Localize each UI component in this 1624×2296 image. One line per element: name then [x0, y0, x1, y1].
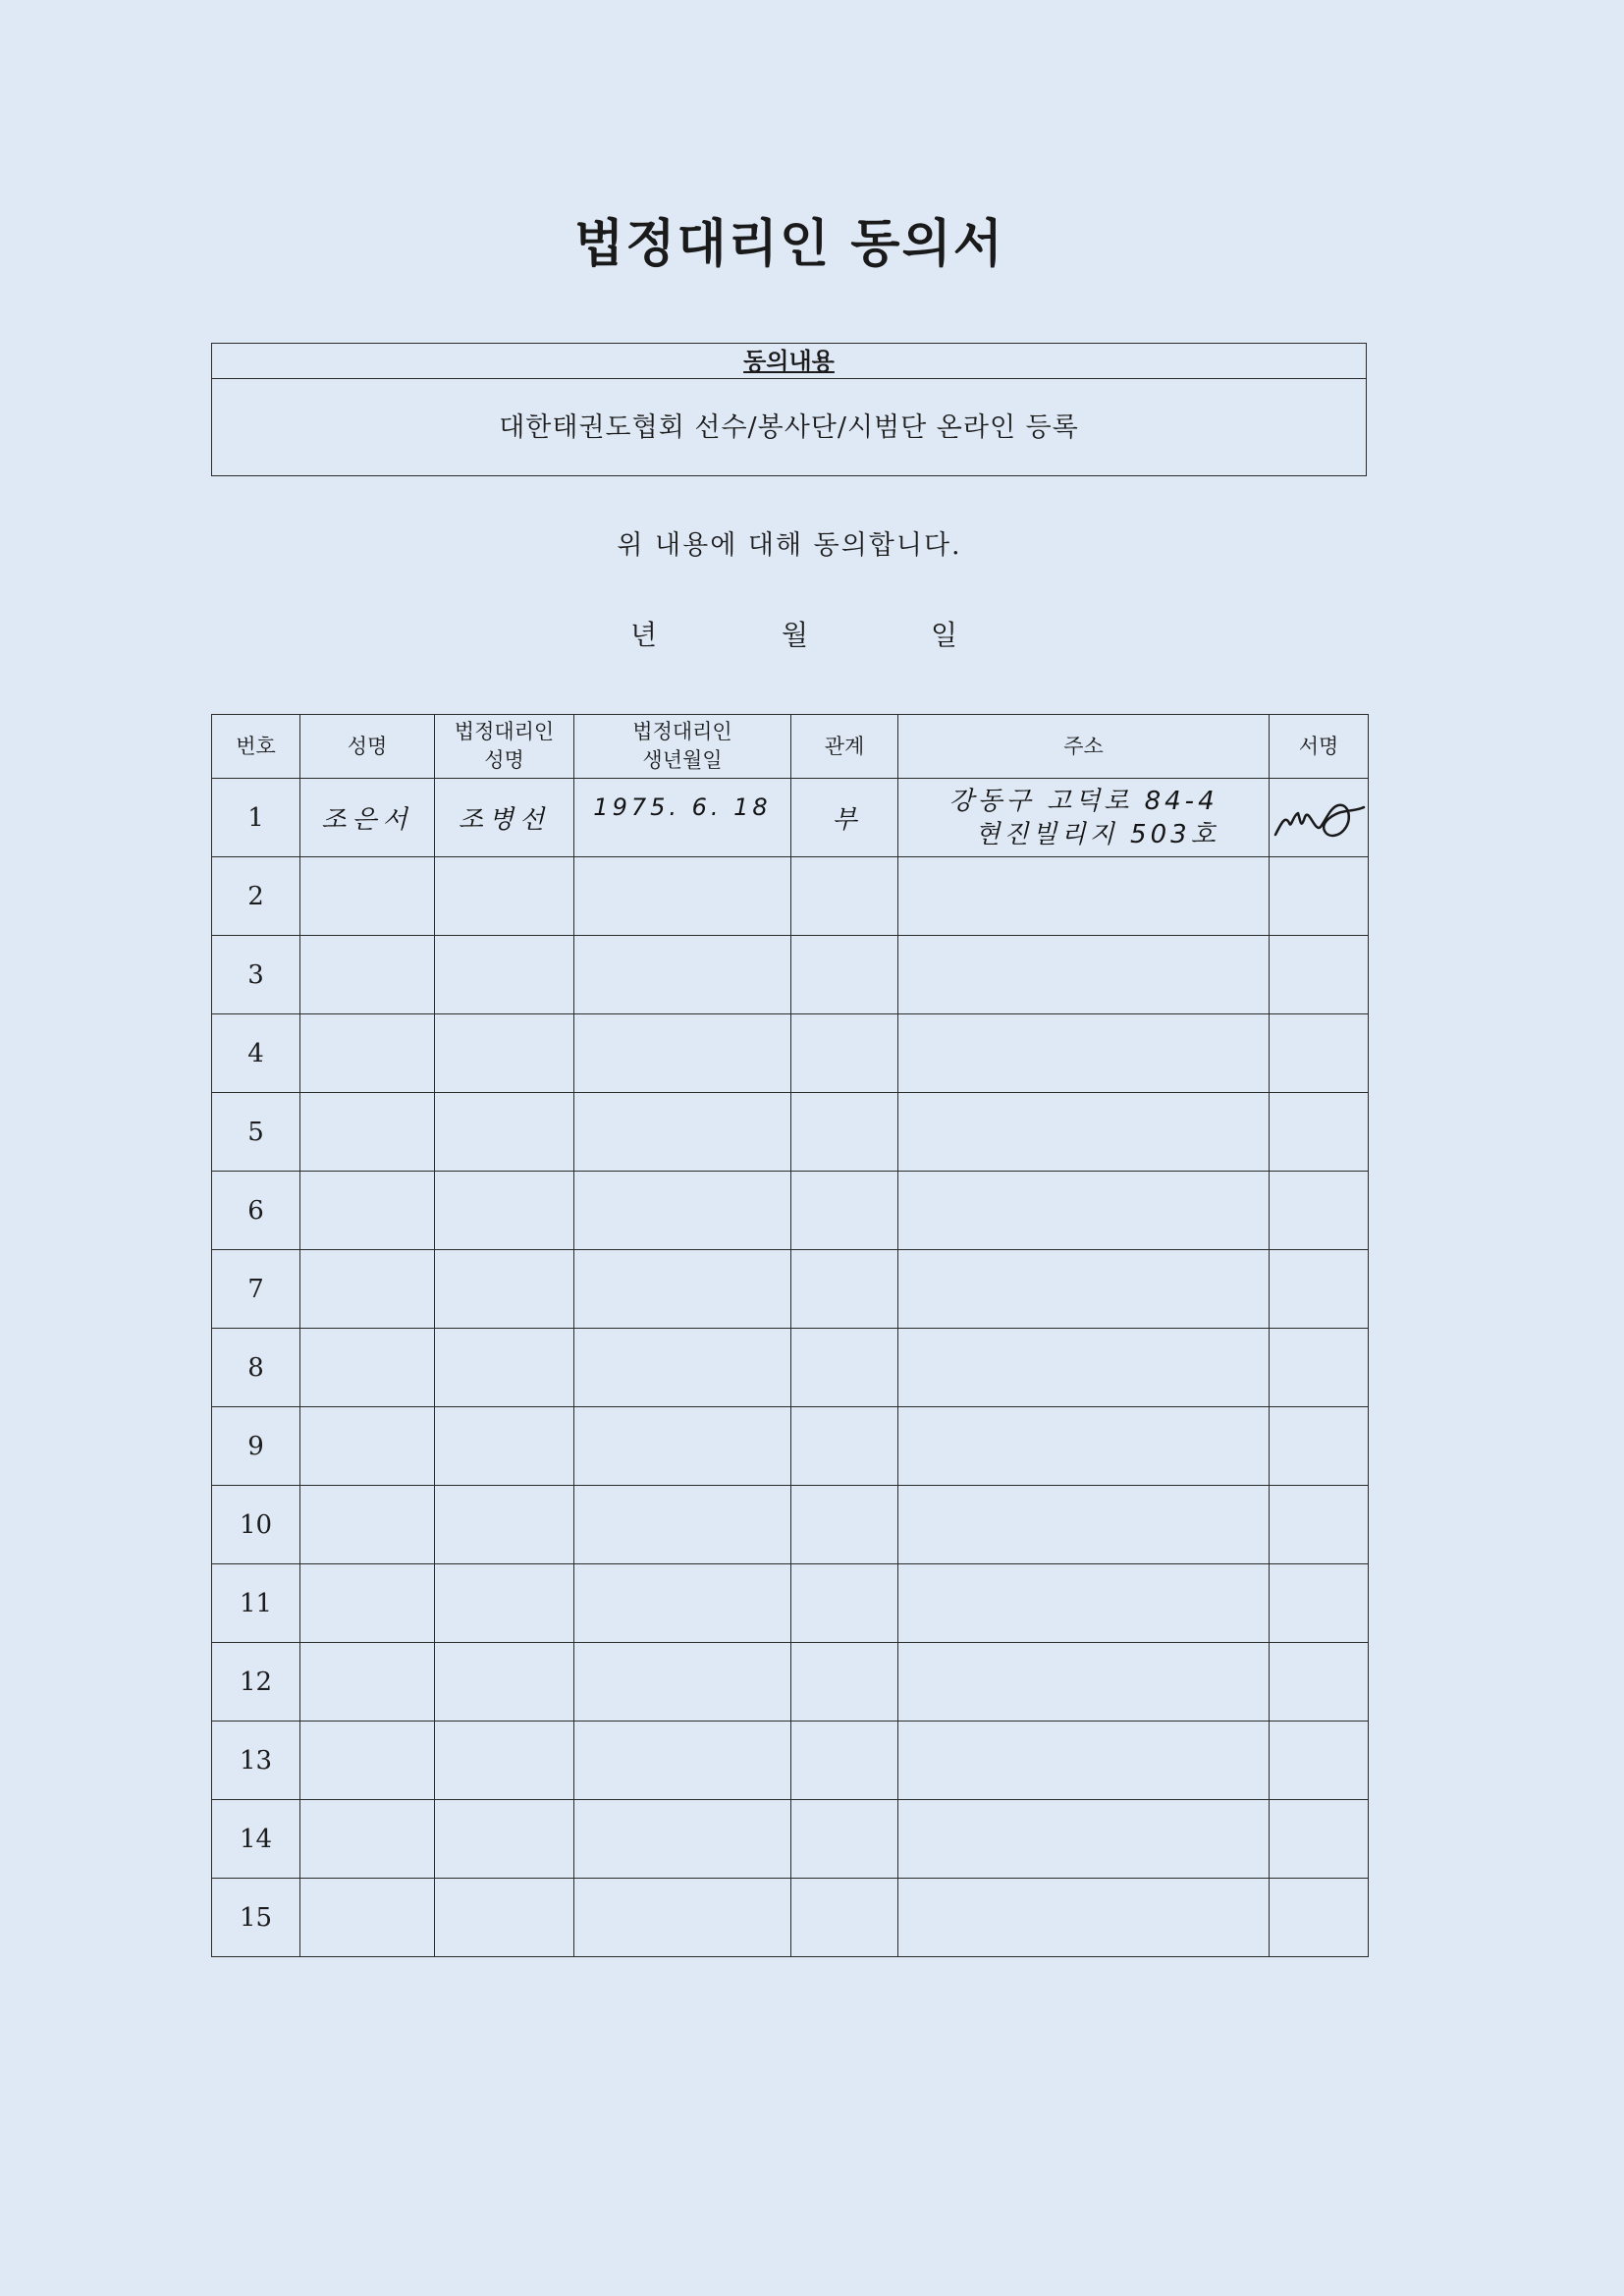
- consent-heading: 동의내용: [212, 344, 1366, 379]
- relation: [791, 1879, 898, 1957]
- address: [898, 1172, 1270, 1250]
- relation: [791, 1172, 898, 1250]
- row-number: 10: [212, 1486, 300, 1564]
- header-address: 주소: [898, 715, 1270, 779]
- guardian-birthdate: [574, 1486, 791, 1564]
- row-number: 8: [212, 1329, 300, 1407]
- guardian-birthdate: [574, 936, 791, 1014]
- address: [898, 1800, 1270, 1879]
- relation: [791, 1093, 898, 1172]
- header-rep-name-line2: 성명: [484, 748, 524, 772]
- header-no: 번호: [212, 715, 300, 779]
- guardian-name: [435, 1800, 574, 1879]
- participant-name: [300, 1329, 435, 1407]
- participant-name: [300, 1800, 435, 1879]
- signature-cell: [1270, 1250, 1369, 1329]
- relation: [791, 1014, 898, 1093]
- guardian-birthdate: [574, 857, 791, 936]
- guardian-name: [435, 1564, 574, 1643]
- row-number: 1: [212, 779, 300, 857]
- guardian-birthdate: [574, 1722, 791, 1800]
- guardian-birthdate: [574, 1014, 791, 1093]
- row-number: 3: [212, 936, 300, 1014]
- guardian-name: [435, 936, 574, 1014]
- agreement-statement: 위 내용에 대해 동의합니다.: [617, 530, 962, 561]
- address: [898, 1722, 1270, 1800]
- participant-name: [300, 1407, 435, 1486]
- guardian-birthdate: [574, 1093, 791, 1172]
- row-number: 12: [212, 1643, 300, 1722]
- address-line1: 강동구 고덕로 84-4: [948, 786, 1218, 816]
- table-row: [212, 779, 1369, 857]
- row-number: 9: [212, 1407, 300, 1486]
- relation: [791, 936, 898, 1014]
- participant-name: [300, 1722, 435, 1800]
- guardian-birthdate: [574, 1407, 791, 1486]
- header-rep-name: [435, 715, 574, 779]
- row-number: 2: [212, 857, 300, 936]
- table-row: [212, 1093, 1369, 1172]
- address: [898, 857, 1270, 936]
- table-row: [212, 1407, 1369, 1486]
- signature-cell: [1270, 1879, 1369, 1957]
- participant-name: [300, 1014, 435, 1093]
- signature-cell: [1270, 936, 1369, 1014]
- consent-content: 대한태권도협회 선수/봉사단/시범단 온라인 등록: [499, 412, 1079, 443]
- address: [898, 779, 1270, 857]
- guardian-birthdate: [574, 1879, 791, 1957]
- relation: [791, 1800, 898, 1879]
- guardian-name: [435, 1172, 574, 1250]
- table-row: [212, 1800, 1369, 1879]
- date-month-label: 월: [782, 619, 809, 651]
- table-row: [212, 1722, 1369, 1800]
- row-number: 15: [212, 1879, 300, 1957]
- participant-name: [300, 1250, 435, 1329]
- signature-cell: [1270, 1329, 1369, 1407]
- participant-name: [300, 1564, 435, 1643]
- guardian-name: [435, 857, 574, 936]
- relation: [791, 1643, 898, 1722]
- header-signature: 서명: [1270, 715, 1369, 779]
- participant-name: [300, 1172, 435, 1250]
- row-number: 7: [212, 1250, 300, 1329]
- guardian-name: [435, 1486, 574, 1564]
- participant-name: [300, 1093, 435, 1172]
- address: [898, 1643, 1270, 1722]
- date-day-label: 일: [931, 619, 958, 651]
- table-header-row: [212, 715, 1369, 779]
- guardian-birthdate: [574, 1643, 791, 1722]
- guardian-name: [435, 1093, 574, 1172]
- participant-name: [300, 1486, 435, 1564]
- address: [898, 1093, 1270, 1172]
- relation: [791, 1564, 898, 1643]
- table-row: [212, 1564, 1369, 1643]
- relation: [791, 1486, 898, 1564]
- header-rep-birth: [574, 715, 791, 779]
- document-title: 법정대리인 동의서: [574, 214, 1004, 274]
- guardian-birthdate: [574, 1564, 791, 1643]
- guardian-name: [435, 1407, 574, 1486]
- guardian-birthdate: [574, 1329, 791, 1407]
- guardian-name: [435, 1643, 574, 1722]
- guardian-name: 조병선: [435, 779, 574, 857]
- table-row: [212, 857, 1369, 936]
- relation: [791, 1722, 898, 1800]
- table-row: [212, 1014, 1369, 1093]
- guardian-name: [435, 1014, 574, 1093]
- signature-cell: [1270, 1643, 1369, 1722]
- row-number: 14: [212, 1800, 300, 1879]
- relation: [791, 1329, 898, 1407]
- signature-cell: [1270, 1014, 1369, 1093]
- guardian-name: [435, 1329, 574, 1407]
- guardian-consent-table: [211, 714, 1369, 1957]
- row-number: 11: [212, 1564, 300, 1643]
- relation: 부: [791, 779, 898, 857]
- address: [898, 1564, 1270, 1643]
- relation: [791, 1250, 898, 1329]
- row-number: 6: [212, 1172, 300, 1250]
- signature-cell: [1270, 1564, 1369, 1643]
- signature-cell: [1270, 1172, 1369, 1250]
- address: [898, 1329, 1270, 1407]
- participant-name: [300, 1879, 435, 1957]
- header-rep-birth-line1: 법정대리인: [632, 720, 732, 743]
- signature-cell: [1270, 1486, 1369, 1564]
- table-row: [212, 1172, 1369, 1250]
- participant-name: [300, 1643, 435, 1722]
- table-row: [212, 1329, 1369, 1407]
- address: [898, 1407, 1270, 1486]
- guardian-birthdate: [574, 1800, 791, 1879]
- guardian-birthdate: [574, 1250, 791, 1329]
- address: [898, 936, 1270, 1014]
- table-row: [212, 1643, 1369, 1722]
- guardian-name: [435, 1722, 574, 1800]
- signature-cell: [1270, 1722, 1369, 1800]
- address: [898, 1250, 1270, 1329]
- header-name: 성명: [300, 715, 435, 779]
- handwritten-signature-icon: [1272, 793, 1366, 843]
- guardian-name: [435, 1250, 574, 1329]
- participant-name: [300, 936, 435, 1014]
- address-line2: 현진빌리지 503호: [975, 819, 1219, 849]
- signature-cell: [1270, 1093, 1369, 1172]
- participant-name: 조은서: [300, 779, 435, 857]
- header-relation: 관계: [791, 715, 898, 779]
- address: [898, 1486, 1270, 1564]
- table-row: [212, 936, 1369, 1014]
- header-rep-birth-line2: 생년월일: [642, 748, 723, 772]
- guardian-name: [435, 1879, 574, 1957]
- guardian-birthdate-text: 1975. 6. 18: [593, 793, 772, 821]
- consent-content-box: [211, 343, 1367, 476]
- address: [898, 1014, 1270, 1093]
- date-year-label: 년: [630, 619, 658, 651]
- relation: [791, 1407, 898, 1486]
- table-row: [212, 1250, 1369, 1329]
- guardian-birthdate: [574, 779, 791, 857]
- relation: [791, 857, 898, 936]
- signature-cell: [1270, 857, 1369, 936]
- row-number: 4: [212, 1014, 300, 1093]
- participant-name: [300, 857, 435, 936]
- table-row: [212, 1486, 1369, 1564]
- guardian-birthdate: [574, 1172, 791, 1250]
- signature-cell: [1270, 1407, 1369, 1486]
- table-row: [212, 1879, 1369, 1957]
- header-rep-name-line1: 법정대리인: [454, 720, 555, 743]
- row-number: 5: [212, 1093, 300, 1172]
- row-number: 13: [212, 1722, 300, 1800]
- address: [898, 1879, 1270, 1957]
- signature-cell: [1270, 779, 1369, 857]
- signature-cell: [1270, 1800, 1369, 1879]
